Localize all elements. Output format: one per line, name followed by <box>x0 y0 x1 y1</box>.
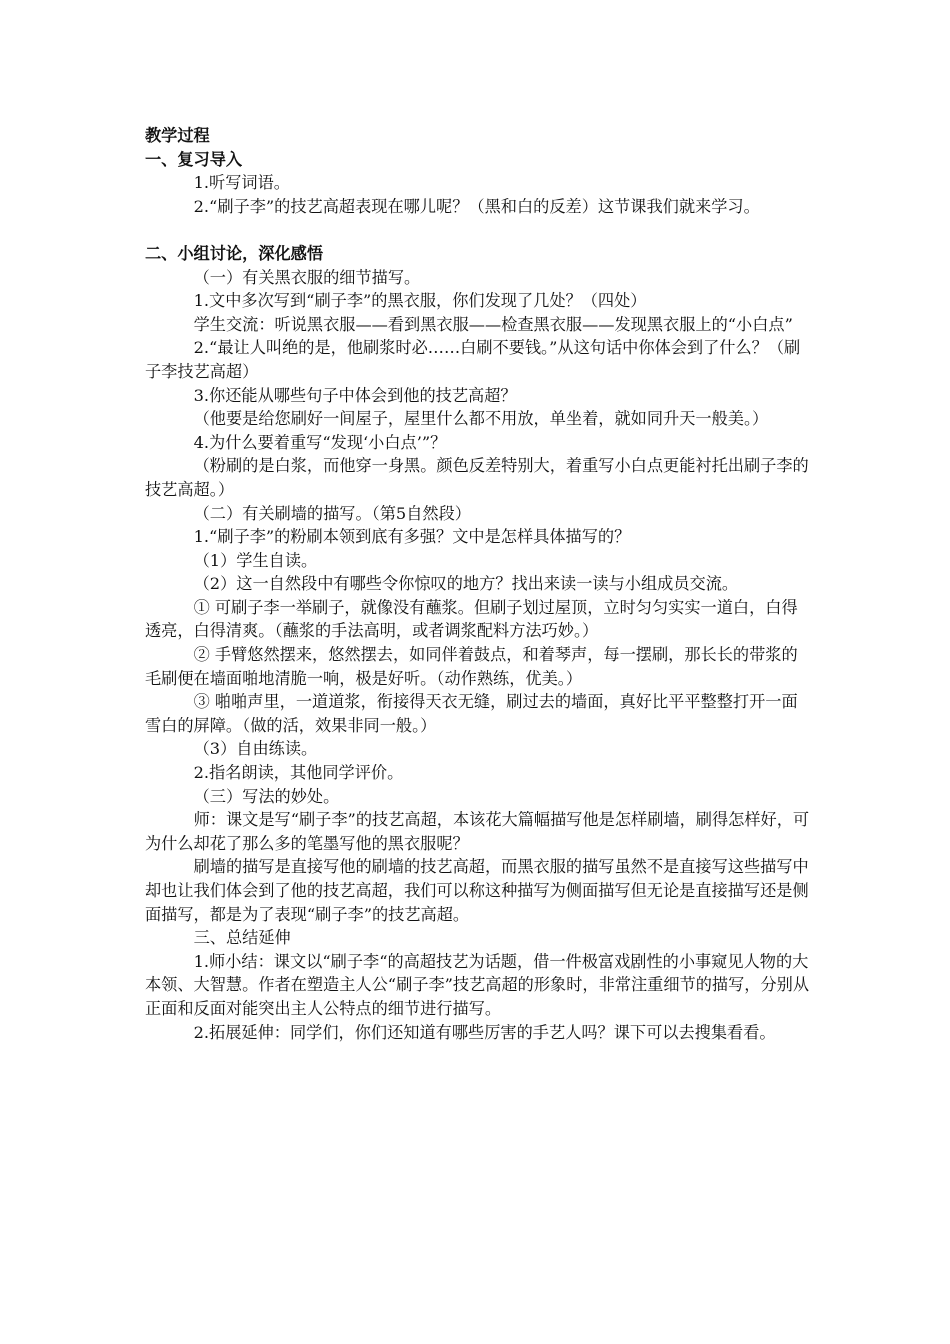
paragraph: （2）这一自然段中有哪些令你惊叹的地方？找出来读一读与小组成员交流。 <box>193 574 739 594</box>
paragraph: （他要是给您刷好一间屋子，屋里什么都不用放，单坐着，就如同升天一般美。） <box>193 409 769 429</box>
paragraph: 4.为什么要着重写“发现‘小白点’”？ <box>193 432 447 452</box>
paragraph: ② 手臂悠然摆来，悠然摆去，如同伴着鼓点，和着琴声，每一摆刷，那长长的带浆的毛刷便在墙面啪地清脆一响，极是好听。（动作熟练，优美。） <box>145 645 798 688</box>
paragraph: 2.指名朗读，其他同学评价。 <box>193 763 404 783</box>
document-body <box>145 124 813 1044</box>
paragraph: ① 可刷子李一举刷子，就像没有蘸浆。但刷子划过屋顶，立时匀匀实实一道白，白得透亮，白得清爽。（蘸浆的手法高明，或者调浆配料方法巧妙。） <box>145 597 798 641</box>
paragraph: （1）学生自读。 <box>193 550 318 570</box>
paragraph: （3）自由练读。 <box>193 739 318 759</box>
paragraph: 1.文中多次写到“刷子李”的黑衣服，你们发现了几处？（四处） <box>193 291 647 311</box>
paragraph: 1.师小结：课文以“刷子李“的高超技艺为话题，借一件极富戏剧性的小事窥见人物的大本领、大智慧。作者在塑造主人公“刷子李”技艺高超的形象时，非常注重细节的描写，分别从正面和反面对能突出主人公特点的细节进行描写。 <box>145 951 810 1018</box>
subsection-heading: （二）有关刷墙的描写。（第5自然段） <box>193 503 471 523</box>
paragraph: 3.你还能从哪些句子中体会到他的技艺高超？ <box>193 385 517 405</box>
paragraph: 刷墙的描写是直接写他的刷墙的技艺高超，而黑衣服的描写虽然不是直接写这些描写中却也让我们体会到了他的技艺高超，我们可以称这种描写为侧面描写但无论是直接描写还是侧面描写，都是为了表现“刷子李”的技艺高超。 <box>145 857 809 924</box>
section-heading-summary: 三、总结延伸 <box>193 928 291 948</box>
subsection-heading: （一）有关黑衣服的细节描写。 <box>193 267 421 287</box>
subsection-heading: （三）写法的妙处。 <box>193 786 340 806</box>
document-title: 教学过程 <box>145 126 210 145</box>
section-heading-discussion: 二、小组讨论，深化感悟 <box>145 243 324 263</box>
paragraph: 2.“最让人叫绝的是，他刷浆时必……白刷不要钱。”从这句话中你体会到了什么？（刷子李技艺高超） <box>145 338 801 381</box>
blank-line <box>145 218 813 242</box>
paragraph: （粉刷的是白浆，而他穿一身黑。颜色反差特别大，着重写小白点更能衬托出刷子李的技艺高超。） <box>145 456 809 499</box>
paragraph: 学生交流：听说黑衣服——看到黑衣服——检查黑衣服——发现黑衣服上的“小白点” <box>193 314 793 334</box>
paragraph: ③ 啪啪声里，一道道浆，衔接得天衣无缝，刷过去的墙面，真好比平平整整打开一面雪白的屏障。（做的活，效果非同一般。） <box>145 692 798 735</box>
section-heading-review: 一、复习导入 <box>145 149 243 169</box>
paragraph: 1.听写词语。 <box>193 173 290 193</box>
paragraph: 师：课文是写“刷子李”的技艺高超，本该花大篇幅描写他是怎样刷墙，刷得怎样好，可为什么却花了那么多的笔墨写他的黑衣服呢？ <box>145 810 810 853</box>
paragraph: 1.“刷子李”的粉刷本领到底有多强？文中是怎样具体描写的？ <box>193 527 631 547</box>
paragraph: 2.“刷子李”的技艺高超表现在哪儿呢？（黑和白的反差）这节课我们就来学习。 <box>193 196 760 216</box>
paragraph: 2.拓展延伸：同学们，你们还知道有哪些厉害的手艺人吗？课下可以去搜集看看。 <box>193 1022 776 1042</box>
